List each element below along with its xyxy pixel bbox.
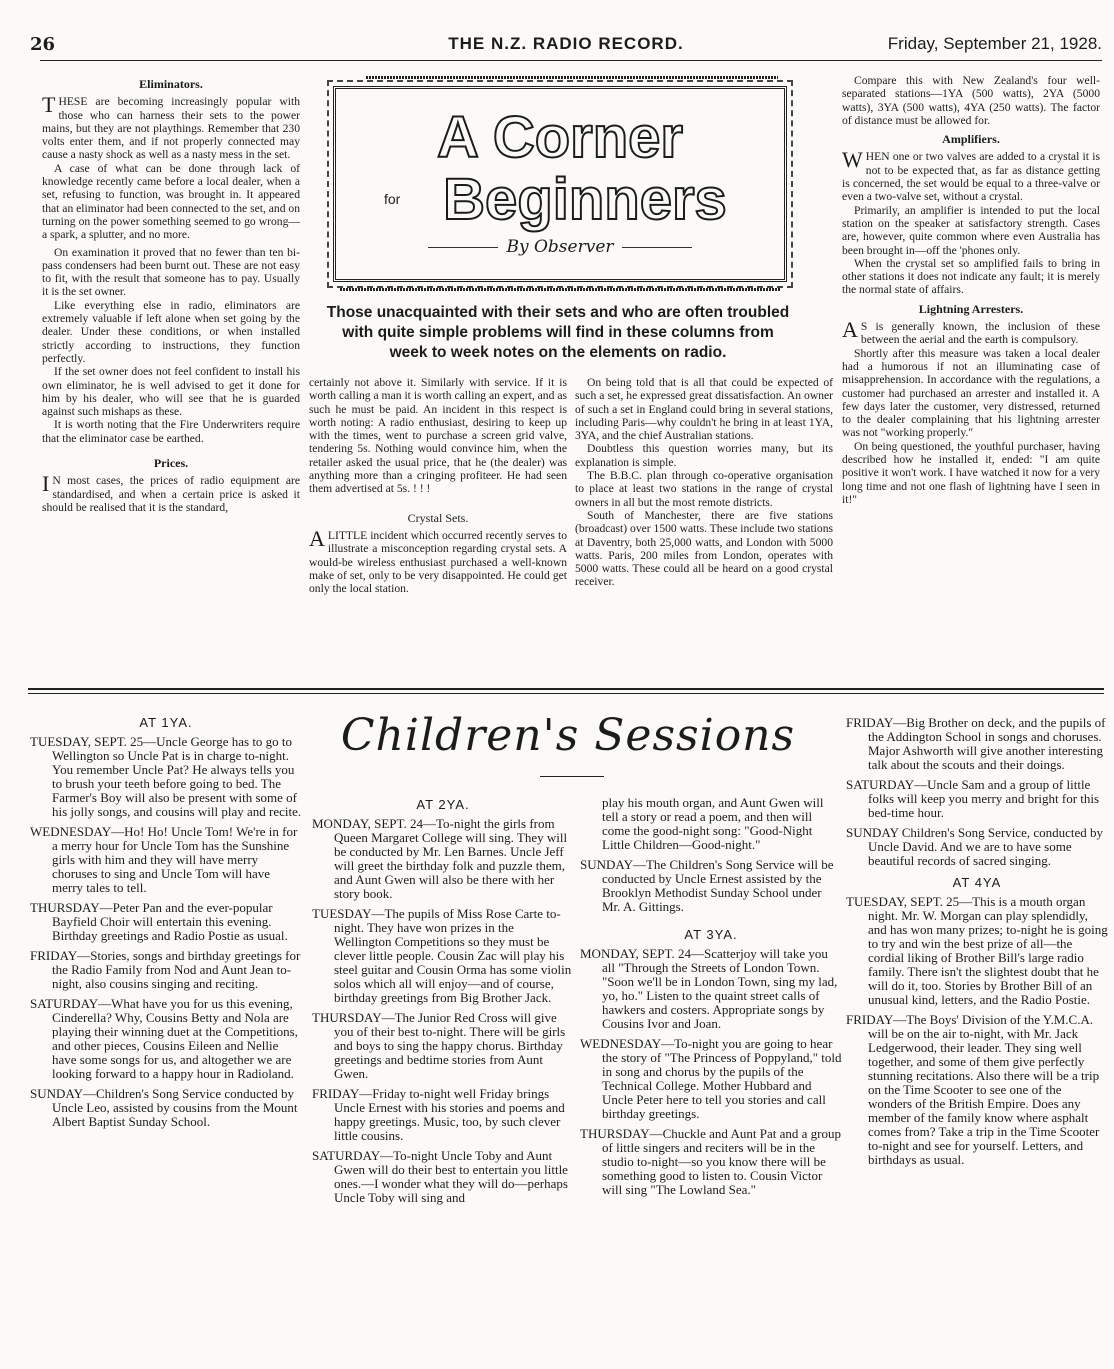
paragraph: WHEN one or two valves are added to a crystal it is not to be expected that, as far as distance getting is concerned, the set would be equal to a three-valve or even a two-valve set, without a crystal.	[842, 147, 1100, 204]
schedule-entry: FRIDAY—The Boys' Division of the Y.M.C.A. will be on the air to-night, with Mr. Jack Ledgerwood, their leader. They sing well together, and some of them give perfectly stunning recitations. Also there will be a trip on the Time Scooter to see one of the wonders of the British Empire. Does any member of the family know where asphalt comes from? Take a trip in the Time Scooter to-night and see for yourself. Letters, and birthdays as usual.	[846, 1012, 1100, 1168]
drop-cap: I	[42, 471, 50, 497]
schedule-entry: FRIDAY—Stories, songs and birthday greetings for the Radio Family from Nod and Aunt Jean to-night, also cousins singing and reciting.	[30, 948, 301, 992]
heading-crystal-sets: Crystal Sets.	[407, 510, 469, 525]
paragraph: South of Manchester, there are five stations (broadcast) over 1500 watts. These include two stations at Daventry, both 25,000 watts, and London with 5000 watts. Paris, 200 miles from London, operates with 5000 watts. These could all be heard on a good crystal receiver.	[575, 508, 834, 589]
page-number: 26	[30, 34, 56, 55]
childrens-sessions-title: Children's Sessions	[340, 710, 796, 761]
schedule-entry: MONDAY, SEPT. 24—To-night the girls from Queen Margaret College will sing. They will be conducted by Mr. Len Barnes. Uncle Jeff will greet the birthday folk and puzzle them, and Aunt Gwen will also be there with her story book.	[312, 816, 568, 902]
paragraph: certainly not above it. Similarly with service. If it is worth calling a man it is worth calling an expert, and as such he must be paid. An incident in this respect is worth noting: A radio enthusiast, desiring to keep up with the times, went to purchase a screen grid valve, tendering 5s. Nothing would convince him, when the retailer asked the usual price, that he (the dealer) was anything more than a cringing profiteer. He had seen them advertised at 5s. ! ! !	[309, 376, 567, 496]
paragraph: On being told that is all that could be expected of such a set, he expressed great dissatisfaction. An owner of such a set in England could bring in several stations, including Paris—why couldn't he bring in at least 1YA, 3YA, and the chief Australian stations.	[575, 376, 833, 443]
column-2ya	[312, 790, 574, 1211]
schedule-entry: FRIDAY—Big Brother on deck, and the pupils of the Addington School in songs and choruses. Major Ashworth will give another interesting talk about the scouts and their doings.	[846, 715, 1106, 772]
title-beginners: Beginners	[443, 167, 727, 232]
heading-at-1ya: AT 1YA.	[139, 715, 193, 730]
paragraph: It is worth noting that the Fire Underwriters require that the eliminator case be earthed.	[42, 418, 300, 445]
paragraph: On examination it proved that no fewer than ten bi-pass condensers had been burnt out. These are not easy to fit, with the result that someone has to pay. Usually it is the set owner.	[42, 245, 300, 299]
paragraph: Primarily, an amplifier is intended to put the local station on the speaker at satisfactory strength. Cases are, however, quite common where even Australia has been brought in—off the 'phones only.	[842, 203, 1100, 257]
section-divider	[28, 688, 1104, 690]
heading-prices: Prices.	[153, 456, 189, 471]
column-4ya	[846, 716, 1108, 1173]
heading-at-2ya: AT 2YA.	[416, 797, 470, 812]
schedule-entry: SUNDAY—The Children's Song Service will be conducted by Uncle Ernest assisted by the Brooklyn Methodist Sunday School under Mr. A. Gittings.	[580, 857, 834, 914]
page-header	[30, 34, 1102, 56]
column-3ya	[580, 796, 842, 1203]
section-divider-thin	[28, 693, 1104, 694]
paragraph: Shortly after this measure was taken a local dealer had a humorous if not an illuminating case of misapprehension. In accordance with the regulations, a customer had purchased an arrester and installed it. A few days later the customer, very distressed, returned to the dealer complaining that his lightning arrester was not "working properly."	[842, 346, 1100, 440]
drop-cap: A	[842, 317, 858, 343]
schedule-entry: FRIDAY—Friday to-night well Friday brings Uncle Ernest with his stories and poems and happy greetings. Music, too, by such clever little cousins.	[312, 1086, 565, 1144]
header-rule	[40, 60, 1102, 61]
paragraph: Like everything else in radio, eliminators are extremely valuable if left alone when set going by the dealer. Under these conditions, or when installed strictly according to instructions, they function perfectly.	[42, 298, 300, 365]
column-amplifiers	[842, 74, 1100, 506]
title-for: for	[384, 191, 401, 207]
byline: By Observer	[336, 237, 784, 257]
schedule-entry: SATURDAY—To-night Uncle Toby and Aunt Gwen will do their best to entertain you little ones.—I wonder what they will do—perhaps Uncle Toby will sing and	[312, 1148, 568, 1206]
schedule-entry: WEDNESDAY—Ho! Ho! Uncle Tom! We're in for a merry hour for Uncle Tom has the Sunshine girls with him and they will have merry choruses to sing and Uncle Tom will have merry tales to tell.	[30, 824, 298, 896]
schedule-entry: SUNDAY Children's Song Service, conducted by Uncle David. And we are to have some beautiful records of sacred singing.	[846, 825, 1104, 868]
schedule-entry: TUESDAY—The pupils of Miss Rose Carte to-night. They have won prizes in the Wellington Competitions so they must be clever little people. Cousin Zac will play his steel guitar and Cousin Orma has some violin solos which all will enjoy—and of course, birthday greetings from Big Brother Jack.	[312, 906, 572, 1006]
paragraph: If the set owner does not feel confident to install his own eliminator, he is well advised to get it done for him by his dealer, who will see that he is guarded against such mishaps as these.	[42, 365, 300, 419]
schedule-entry: SUNDAY—Children's Song Service conducted by Uncle Leo, assisted by cousins from the Mount Albert Baptist Sunday School.	[30, 1086, 298, 1130]
column-1ya	[30, 708, 302, 1135]
drop-cap: W	[842, 147, 863, 173]
ornament-top	[366, 76, 778, 79]
heading-at-4ya: AT 4YA	[952, 875, 1002, 890]
heading-eliminators: Eliminators.	[139, 77, 203, 91]
heading-amplifiers: Amplifiers.	[942, 132, 1000, 147]
column-crystal-cont	[575, 376, 833, 589]
paragraph: When the crystal set so amplified fails to bring in other stations it does not indicate any fault; it is merely the normal state of affairs.	[842, 256, 1100, 297]
paragraph: The B.B.C. plan through co-operative organisation to place at least two stations in the range of crystal owners in all but the most remote districts.	[575, 469, 833, 509]
intro-text: Those unacquainted with their sets and who are often troubled with quite simple problems will find in these columns from week to week notes on the elements on radio.	[326, 304, 790, 361]
schedule-entry: TUESDAY, SEPT. 25—Uncle George has to go to Wellington so Uncle Pat is in charge to-night. You remember Uncle Pat? He always tells you to brush your teeth before going to bed. The Farmer's Boy will also be present with some of his jolly songs, and cousins will play and recite.	[30, 734, 302, 820]
schedule-entry: SATURDAY—What have you for us this evening, Cinderella? Why, Cousins Betty and Nola are playing their winning duet at the Competitions, and other pieces, Cousins Eileen and Nellie have some songs for us, and altogether we are looking forward to a happy hour in Radioland.	[30, 996, 298, 1082]
corner-title-box	[333, 86, 787, 282]
paragraph: ALITTLE incident which occurred recently serves to illustrate a misconception regarding crystal sets. A would-be wireless enthusiast purchased a well-known make of set, only to be very disappointed. He could get only the local station.	[309, 525, 567, 596]
paragraph: A case of what can be done through lack of knowledge recently came before a local dealer, when a set, refusing to function, was brought in. It appeared that an eliminator had been connected to the set, and on turning on the power something seemed to go wrong—a spark, a splutter, and no more.	[42, 161, 300, 242]
paragraph: THESE are becoming increasingly popular with those who can harness their sets to the power mains, but they are not playthings. Remember that 230 volts enter them, and if not properly connected may cause a nasty shock as well as a nasty mess in the set.	[42, 92, 300, 162]
heading-lightning-arresters: Lightning Arresters.	[918, 301, 1024, 316]
column-eliminators	[42, 72, 300, 514]
ornament-bottom	[340, 288, 780, 291]
schedule-entry: WEDNESDAY—To-night you are going to hear the story of "The Princess of Poppyland," told in song and chorus by the pupils of the Technical College. Mother Hubbard and Uncle Peter here to tell you stories and call birthday greetings.	[580, 1036, 842, 1122]
column-crystal	[309, 376, 567, 595]
paragraph: I N most cases, the prices of radio equipment are standardised, and when a certain price is asked it should be realised that it is the standard,	[42, 471, 300, 514]
schedule-entry: MONDAY, SEPT. 24—Scatterjoy will take you all "Through the Streets of London Town. "Soon we'll be in London Town, sing my lad, yo, ho." Listen to the quaint street calls of hawkers and costers. Appropriate songs by Cousins Ivor and Joan.	[580, 946, 838, 1032]
issue-date: Friday, September 21, 1928.	[887, 34, 1102, 53]
title-underline	[540, 776, 604, 777]
drop-cap: T	[42, 92, 56, 118]
paragraph: Doubtless this question worries many, but its explanation is simple.	[575, 442, 833, 469]
masthead: THE N.Z. RADIO RECORD.	[448, 34, 684, 53]
heading-at-3ya: AT 3YA.	[684, 927, 738, 942]
paragraph: Compare this with New Zealand's four well-separated stations—1YA (500 watts), 2YA (5000 watts), 3YA (500 watts), 4YA (250 watts). The factor of distance must be allowed for.	[842, 74, 1100, 127]
paragraph: On being questioned, the youthful purchaser, having described how he installed it, ended: "I am quite positive it won't work. I have watched it now for a very long time and not one flash of lightning have I seen in it!"	[842, 439, 1100, 506]
title-a-corner: A Corner	[437, 105, 683, 170]
paragraph: A S is generally known, the inclusion of these between the aerial and the earth is compulsory.	[842, 317, 1100, 347]
schedule-entry-continued: play his mouth organ, and Aunt Gwen will tell a story or read a poem, and then will come the good-night song: "Good-Night Little Children—Good-night."	[602, 795, 824, 852]
drop-cap: A	[309, 525, 325, 551]
schedule-entry: THURSDAY—The Junior Red Cross will give you of their best to-night. There will be girls and boys to sing the happy chorus. Birthday greetings and bedtime stories from Aunt Gwen.	[312, 1010, 566, 1082]
schedule-entry: TUESDAY, SEPT. 25—This is a mouth organ night. Mr. W. Morgan can play splendidly, and has won many prizes; to-night he is going to try and win the best prize of all—the cordial liking of Brother Bill's large radio family. There isn't the slightest doubt that he will do it, too. Stories by Brother Bill of an unusual kind, letters, and the Radio Postie.	[846, 894, 1108, 1008]
schedule-entry: THURSDAY—Chuckle and Aunt Pat and a group of little singers and reciters will be in the studio to-night—so you know there will be something good to listen to. Cousin Victor will sing "The Lowland Sea."	[580, 1126, 841, 1198]
schedule-entry: THURSDAY—Peter Pan and the ever-popular Bayfield Choir will entertain this evening. Birthday greetings and Radio Postie as usual.	[30, 900, 288, 944]
schedule-entry: SATURDAY—Uncle Sam and a group of little folks will keep you merry and bright for this bed-time hour.	[846, 777, 1100, 820]
